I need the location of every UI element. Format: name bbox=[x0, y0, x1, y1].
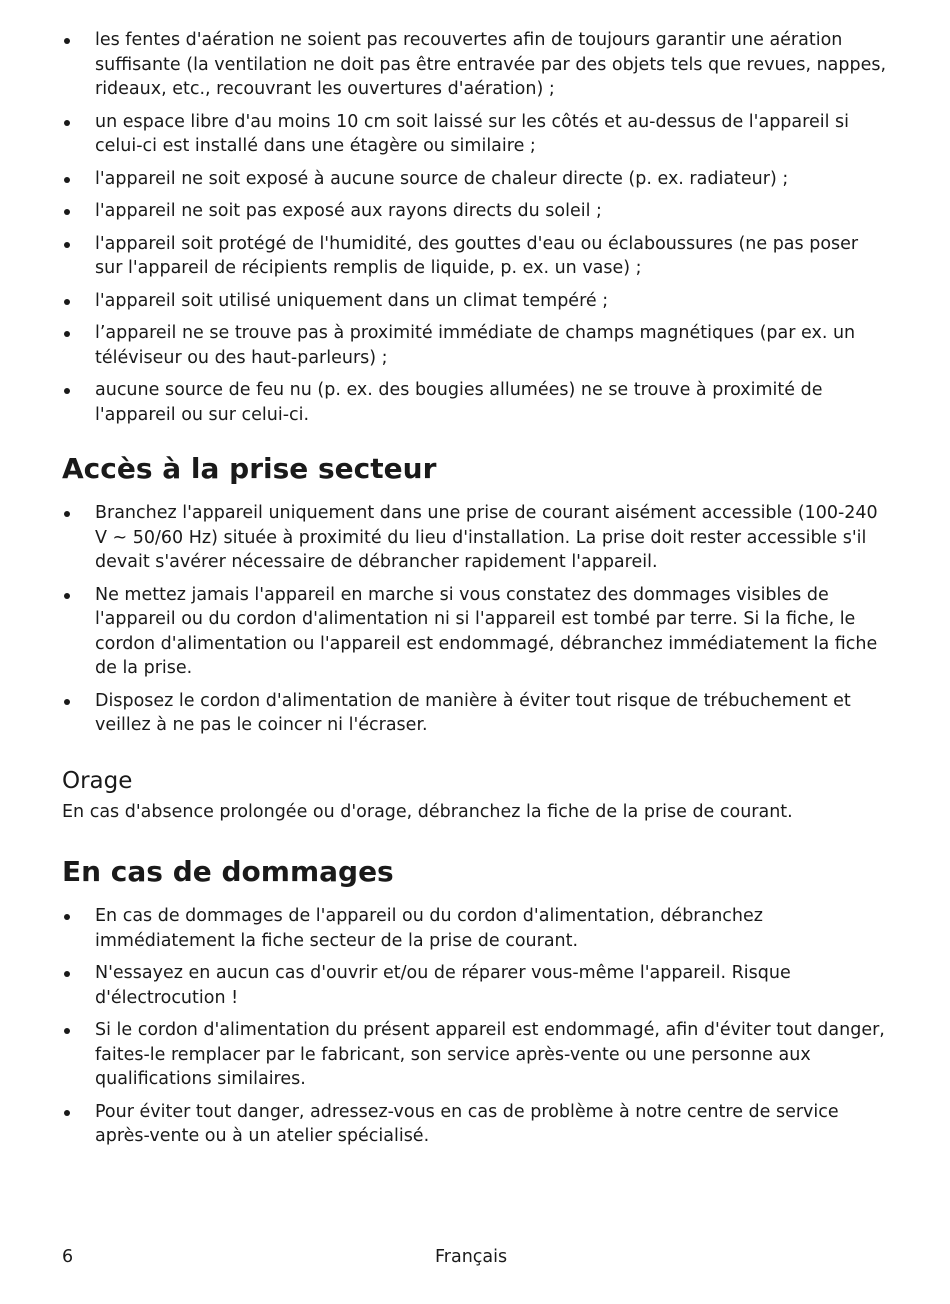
list-item-text: Pour éviter tout danger, adressez-vous en cas de problème à notre centre de service après-vente ou à un atelier spécialisé. bbox=[95, 1101, 839, 1146]
list-item bbox=[62, 378, 888, 427]
list-item bbox=[62, 961, 888, 1010]
section-title-storm: Orage bbox=[62, 767, 133, 794]
bullet-icon bbox=[64, 699, 70, 705]
list-item bbox=[62, 232, 888, 281]
list-item-text: l'appareil ne soit exposé à aucune source de chaleur directe (p. ex. radiateur) ; bbox=[95, 168, 789, 189]
list-item-text: En cas de dommages de l'appareil ou du cordon d'alimentation, débranchez immédiatement la fiche secteur de la prise de courant. bbox=[95, 906, 763, 951]
bullet-icon bbox=[64, 1110, 70, 1116]
storm-text: En cas d'absence prolongée ou d'orage, débranchez la fiche de la prise de courant. bbox=[62, 801, 793, 822]
list-item-text: l'appareil soit protégé de l'humidité, des gouttes d'eau ou éclaboussures (ne pas poser sur l'appareil de récipients remplis de liquide, p. ex. un vase) ; bbox=[95, 233, 859, 278]
list-item bbox=[62, 199, 888, 224]
access-list bbox=[62, 501, 888, 738]
ventilation-conditions-list bbox=[62, 28, 888, 427]
list-item-text: aucune source de feu nu (p. ex. des bougies allumées) ne se trouve à proximité de l'appareil ou sur celui-ci. bbox=[95, 380, 823, 425]
list-item bbox=[62, 321, 888, 370]
list-item bbox=[62, 501, 888, 575]
damage-list bbox=[62, 904, 888, 1149]
section-title-damage: En cas de dommages bbox=[62, 855, 394, 888]
list-item bbox=[62, 28, 888, 102]
bullet-icon bbox=[64, 914, 70, 920]
bullet-icon bbox=[64, 242, 70, 248]
bullet-icon bbox=[64, 971, 70, 977]
list-item-text: l'appareil soit utilisé uniquement dans un climat tempéré ; bbox=[95, 290, 609, 311]
list-item-text: les fentes d'aération ne soient pas recouvertes afin de toujours garantir une aération suffisante (la ventilation ne doit pas être entravée par des objets tels que revues, nappes, rideaux, etc., recouvrant les ouvertures d'aération) ; bbox=[95, 30, 887, 99]
list-item bbox=[62, 289, 888, 314]
bullet-icon bbox=[64, 511, 70, 517]
list-item bbox=[62, 167, 888, 192]
list-item bbox=[62, 689, 888, 738]
bullet-icon bbox=[64, 593, 70, 599]
list-item bbox=[62, 904, 888, 953]
list-item-text: Disposez le cordon d'alimentation de manière à éviter tout risque de trébuchement et veillez à ne pas le coincer ni l'écraser. bbox=[95, 690, 851, 735]
list-item-text: Si le cordon d'alimentation du présent appareil est endommagé, afin d'éviter tout danger, faites-le remplacer par le fabricant, son service après-vente ou une personne aux qualifications similaires. bbox=[95, 1020, 885, 1089]
bullet-icon bbox=[64, 388, 70, 394]
document-page bbox=[62, 28, 888, 1157]
page-number: 6 bbox=[62, 1247, 74, 1267]
list-item-text: l'appareil ne soit pas exposé aux rayons directs du soleil ; bbox=[95, 201, 602, 221]
list-item-text: Ne mettez jamais l'appareil en marche si vous constatez des dommages visibles de l'appareil ou du cordon d'alimentation ni si l'appareil est tombé par terre. Si la fiche, le cordon d'alimentation ou l'appareil est endommagé, débranchez immédiatement la fiche de la prise. bbox=[95, 584, 878, 678]
section-title-access: Accès à la prise secteur bbox=[62, 452, 437, 485]
bullet-icon bbox=[64, 177, 70, 183]
bullet-icon bbox=[64, 120, 70, 126]
bullet-icon bbox=[64, 38, 70, 44]
footer-language: Français bbox=[435, 1247, 508, 1267]
bullet-icon bbox=[64, 299, 70, 305]
page-footer bbox=[62, 1244, 888, 1270]
bullet-icon bbox=[64, 331, 70, 337]
bullet-icon bbox=[64, 209, 70, 215]
list-item-text: un espace libre d'au moins 10 cm soit laissé sur les côtés et au-dessus de l'appareil si celui-ci est installé dans une étagère ou similaire ; bbox=[95, 111, 849, 156]
list-item-text: Branchez l'appareil uniquement dans une prise de courant aisément accessible (100-240 V ~ 50/60 Hz) située à proximité du lieu d'installation. La prise doit rester accessible s'il devait s'avérer nécessaire de débrancher rapidement l'appareil. bbox=[95, 503, 878, 572]
list-item-text: N'essayez en aucun cas d'ouvrir et/ou de réparer vous-même l'appareil. Risque d'électrocution ! bbox=[95, 963, 791, 1008]
list-item-text: l’appareil ne se trouve pas à proximité immédiate de champs magnétiques (par ex. un téléviseur ou des haut-parleurs) ; bbox=[95, 323, 856, 368]
bullet-icon bbox=[64, 1028, 70, 1034]
list-item bbox=[62, 1018, 888, 1092]
list-item bbox=[62, 110, 888, 159]
list-item bbox=[62, 1100, 888, 1149]
list-item bbox=[62, 583, 888, 681]
